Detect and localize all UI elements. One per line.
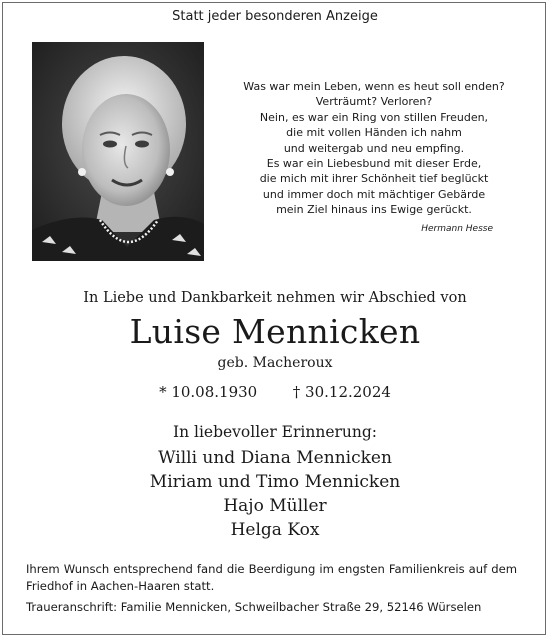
memory-heading: In liebevoller Erinnerung: <box>172 423 378 441</box>
portrait-photo <box>32 42 204 261</box>
birth-date: * 10.08.1930 <box>159 383 258 401</box>
poem-line: Nein, es war ein Ring von stillen Freuden, <box>259 110 489 124</box>
mourner-name: Willi und Diana Mennicken <box>158 448 392 468</box>
life-dates <box>0 383 550 401</box>
poem-line: die mich mit ihrer Schönheit tief beglückt <box>259 172 489 186</box>
mourner-name: Helga Kox <box>230 520 320 540</box>
death-date: † 30.12.2024 <box>292 383 391 401</box>
poem-author: Hermann Hesse <box>421 224 493 234</box>
poem-line: die mit vollen Händen ich nahm <box>286 126 462 140</box>
announcement-heading: Statt jeder besonderen Anzeige <box>172 9 378 24</box>
poem-line: Was war mein Leben, wenn es heut soll enden? <box>243 80 505 93</box>
portrait-image <box>32 42 204 261</box>
poem-line: und weitergab und neu empfing. <box>283 141 465 155</box>
funeral-notice: Ihrem Wunsch entsprechend fand die Beerdigung im engsten Familienkreis auf dem Friedhof in Aachen-Haaren statt. <box>26 562 517 593</box>
maiden-name: geb. Macheroux <box>217 355 333 371</box>
mourner-name: Miriam und Timo Mennicken <box>149 472 401 492</box>
mourner-name: Hajo Müller <box>223 496 327 516</box>
poem-line: mein Ziel hinaus ins Ewige gerückt. <box>276 203 472 217</box>
mourning-address: Traueranschrift: Familie Mennicken, Schweilbacher Straße 29, 52146 Würselen <box>26 600 482 614</box>
poem-line: Es war ein Liebesbund mit dieser Erde, <box>266 157 482 171</box>
poem-line: und immer doch mit mächtiger Gebärde <box>262 187 486 201</box>
poem-line: Verträumt? Verloren? <box>315 95 433 109</box>
farewell-intro: In Liebe und Dankbarkeit nehmen wir Abschied von <box>83 290 467 306</box>
deceased-name: Luise Mennicken <box>129 312 421 351</box>
poem <box>214 79 534 218</box>
